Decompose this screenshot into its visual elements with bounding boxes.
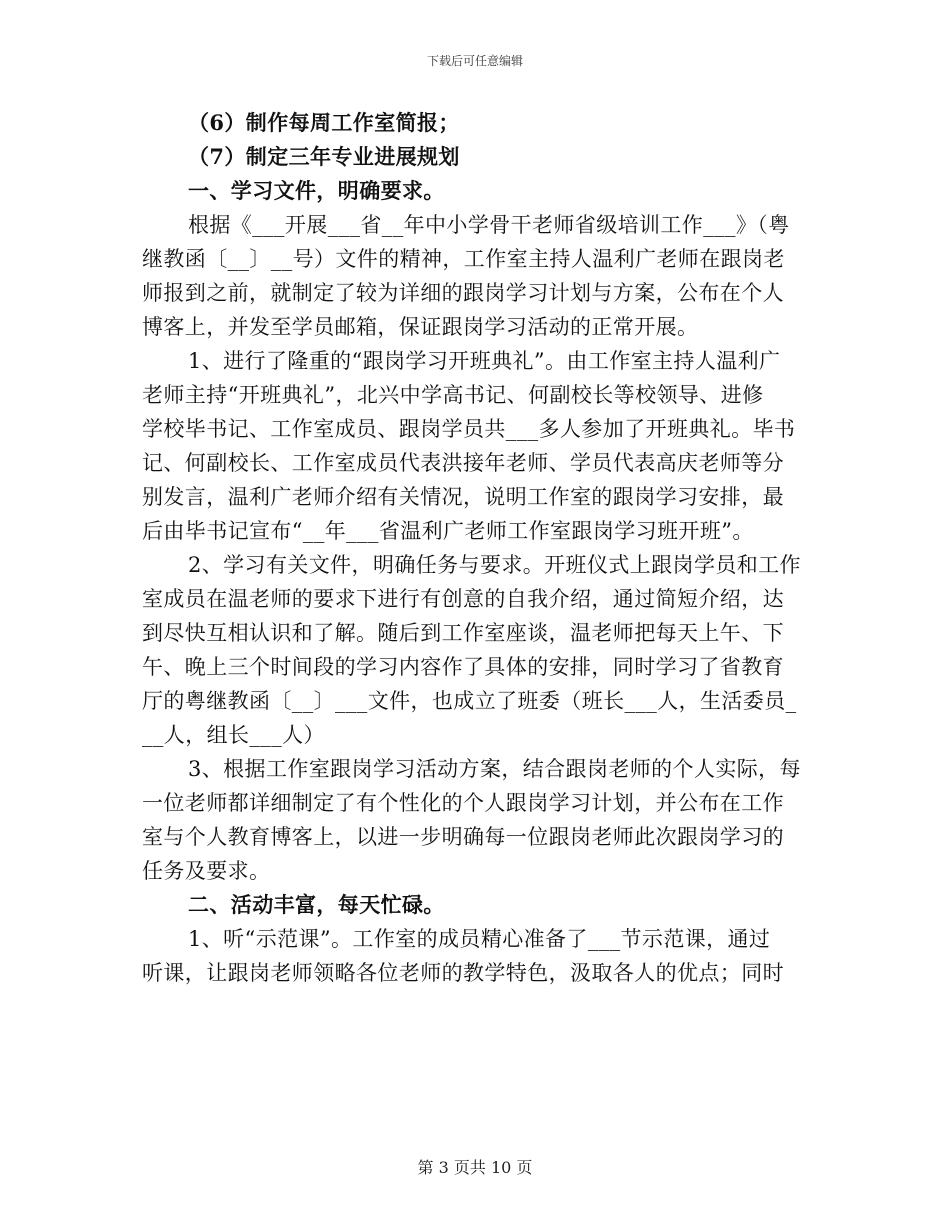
section-heading: 二、活动丰富，每天忙碌。 [188,892,445,917]
paragraph-line: 学校毕书记、工作室成员、跟岗学员共___多人参加了开班典礼。毕书 [142,417,796,441]
paragraph-line: 任务及要求。 [142,859,271,883]
paragraph-line: 一位老师都详细制定了有个性化的个人跟岗学习计划，并公布在工作 [142,791,784,815]
page-header: 下载后可任意编辑 [426,54,523,68]
paragraph-line: 厅的粤继教函〔__〕___文件，也成立了班委（班长___人，生活委员_ [142,689,797,713]
paragraph-line: 记、何副校长、工作室成员代表洪接年老师、学员代表高庆老师等分 [142,451,784,475]
paragraph-line: 别发言，温利广老师介绍有关情况，说明工作室的跟岗学习安排，最 [142,485,784,509]
paragraph-line: 根据《___开展___省__年中小学骨干老师省级培训工作___》（粤 [188,213,790,237]
paragraph-line: 后由毕书记宣布“__年___省温利广老师工作室跟岗学习班开班”。 [142,519,754,543]
paragraph-line: 室与个人教育博客上，以进一步明确每一位跟岗老师此次跟岗学习的 [142,825,784,849]
section-heading: 一、学习文件，明确要求。 [188,178,445,203]
paragraph-line: 到尽快互相认识和了解。随后到工作室座谈，温老师把每天上午、下 [142,621,784,645]
paragraph-line: 室成员在温老师的要求下进行有创意的自我介绍，通过简短介绍，达 [142,587,784,611]
paragraph-line: 1、听“示范课”。工作室的成员精心准备了___节示范课，通过 [188,927,771,951]
paragraph-line: 3、根据工作室跟岗学习活动方案，结合跟岗老师的个人实际，每 [188,757,801,781]
paragraph-line: 师报到之前，就制定了较为详细的跟岗学习计划与方案，公布在个人 [142,281,784,305]
paragraph-line: __人，组长___人） [142,723,325,747]
paragraph-line: 听课，让跟岗老师领略各位老师的教学特色，汲取各人的优点；同时 [142,961,784,985]
paragraph-line: 1、进行了隆重的“跟岗学习开班典礼”。由工作室主持人温利广 [188,349,781,373]
paragraph-line: 2、学习有关文件，明确任务与要求。开班仪式上跟岗学员和工作 [188,553,801,577]
document-body [142,106,810,990]
section-heading: （7）制定三年专业进展规划 [188,144,460,169]
page-number: 第 3 页共 10 页 [417,1158,533,1177]
paragraph-line: 午、晚上三个时间段的学习内容作了具体的安排，同时学习了省教育 [142,655,784,679]
paragraph-line: 博客上，并发至学员邮箱，保证跟岗学习活动的正常开展。 [142,315,699,339]
paragraph-line: 老师主持“开班典礼”，北兴中学高书记、何副校长等校领导、进修 [142,383,764,407]
section-heading: （6）制作每周工作室简报； [188,110,460,135]
paragraph-line: 继教函〔__〕__号）文件的精神，工作室主持人温利广老师在跟岗老 [142,247,785,271]
